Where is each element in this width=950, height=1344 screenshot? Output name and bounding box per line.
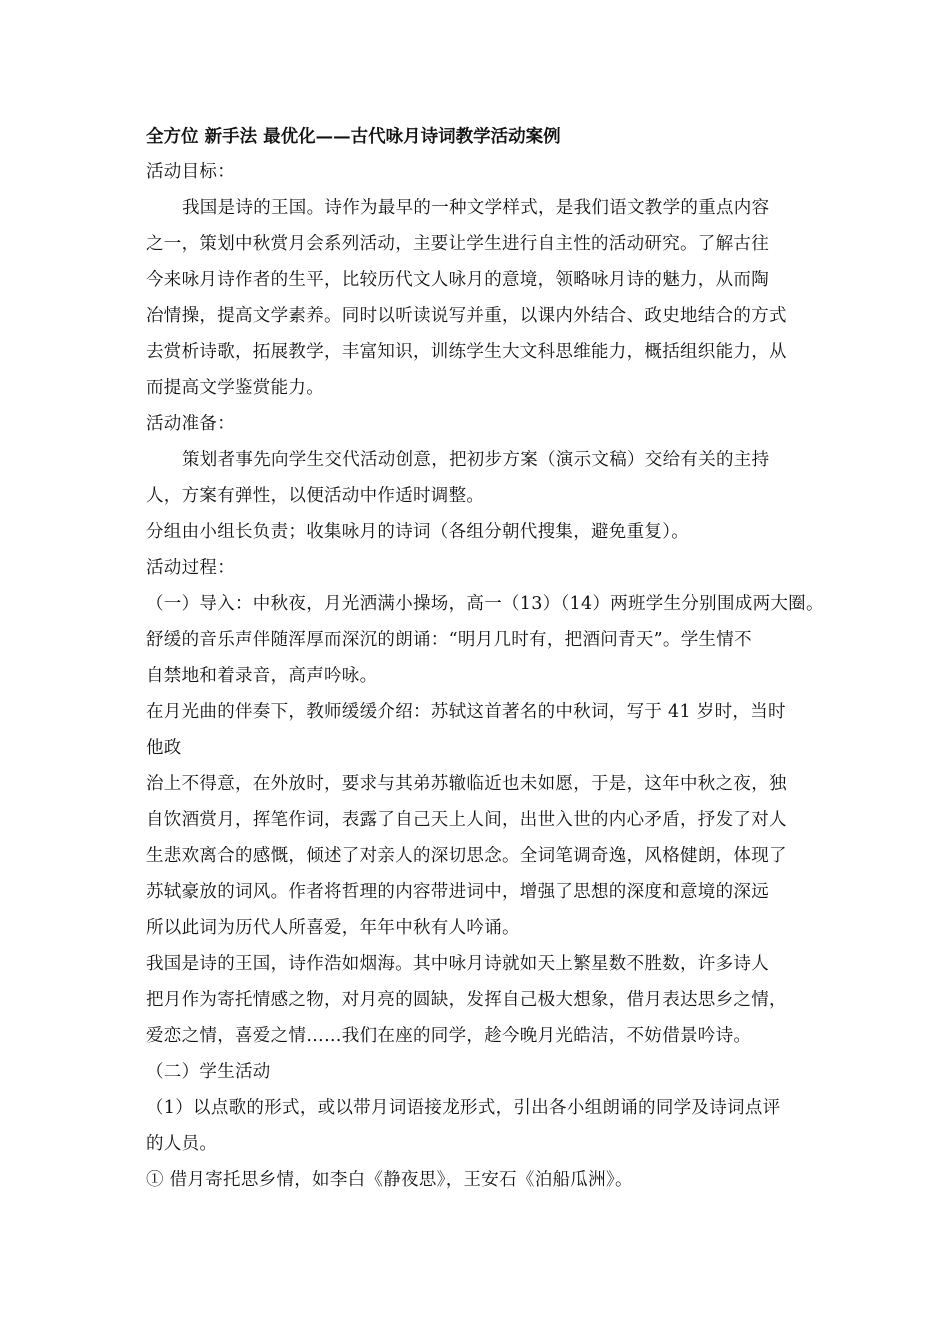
text-line: 舒缓的音乐声伴随浑厚而深沉的朗诵：“明月几时有，把酒问青天”。学生情不 [146, 630, 752, 650]
text-line: 分组由小组长负责；收集咏月的诗词（各组分朝代搜集，避免重复）。 [146, 522, 690, 542]
text-line: 生悲欢离合的感慨，倾述了对亲人的深切思念。全词笔调奇逸，风格健朗，体现了 [146, 846, 787, 866]
text-line: （1）以点歌的形式，或以带月词语接龙形式，引出各小组朗诵的同学及诗词点评 [146, 1098, 781, 1118]
text-line: 去赏析诗歌，拓展教学，丰富知识，训练学生大文科思维能力，概括组织能力，从 [146, 342, 787, 362]
document-title: 全方位 新手法 最优化——古代咏月诗词教学活动案例 [146, 127, 561, 147]
text-line: （二）学生活动 [146, 1062, 271, 1082]
text-line: 活动目标： [146, 162, 235, 182]
text-line: 自饮酒赏月，挥笔作词，表露了自己天上人间，出世入世的内心矛盾，抒发了对人 [146, 810, 787, 830]
text-line: 冶情操，提高文学素养。同时以听读说写并重，以课内外结合、政史地结合的方式 [146, 306, 787, 326]
text-line: 治上不得意，在外放时，要求与其弟苏辙临近也未如愿，于是，这年中秋之夜，独 [146, 774, 787, 794]
text-line: 他政 [146, 738, 182, 758]
text-line: 活动准备： [146, 414, 235, 434]
text-line: 爱恋之情，喜爱之情……我们在座的同学，趁今晚月光皓洁，不妨借景吟诗。 [146, 1026, 752, 1046]
text-line: 所以此词为历代人所喜爱，年年中秋有人吟诵。 [146, 918, 520, 938]
document-body [146, 154, 824, 1198]
text-line: 苏轼豪放的词风。作者将哲理的内容带进词中，增强了思想的深度和意境的深远 [146, 882, 769, 902]
text-line: 而提高文学鉴赏能力。 [146, 378, 324, 398]
text-line: 策划者事先向学生交代活动创意，把初步方案（演示文稿）交给有关的主持 [182, 450, 770, 470]
text-line: 我国是诗的王国。诗作为最早的一种文学样式，是我们语文教学的重点内容 [182, 198, 770, 218]
text-line: 我国是诗的王国，诗作浩如烟海。其中咏月诗就如天上繁星数不胜数，许多诗人 [146, 954, 769, 974]
text-line: ① 借月寄托思乡情，如李白《静夜思》，王安石《泊船瓜洲》。 [146, 1170, 633, 1190]
text-line: 把月作为寄托情感之物，对月亮的圆缺，发挥自己极大想象，借月表达思乡之情， [146, 990, 787, 1010]
text-line: 今来咏月诗作者的生平，比较历代文人咏月的意境，领略咏月诗的魅力，从而陶 [146, 270, 769, 290]
text-line: 在月光曲的伴奏下，教师缓缓介绍：苏轼这首著名的中秋词，写于 41 岁时，当时 [146, 702, 786, 722]
text-line: 的人员。 [146, 1134, 218, 1154]
text-line: （一）导入：中秋夜，月光洒满小操场，高一（13）（14）两班学生分别围成两大圈。 [146, 594, 824, 614]
text-line: 人，方案有弹性，以便活动中作适时调整。 [146, 486, 485, 506]
document-page [146, 120, 824, 1198]
text-line: 活动过程： [146, 558, 235, 578]
text-line: 之一，策划中秋赏月会系列活动，主要让学生进行自主性的活动研究。了解古往 [146, 234, 769, 254]
text-line: 自禁地和着录音，高声吟咏。 [146, 666, 378, 686]
